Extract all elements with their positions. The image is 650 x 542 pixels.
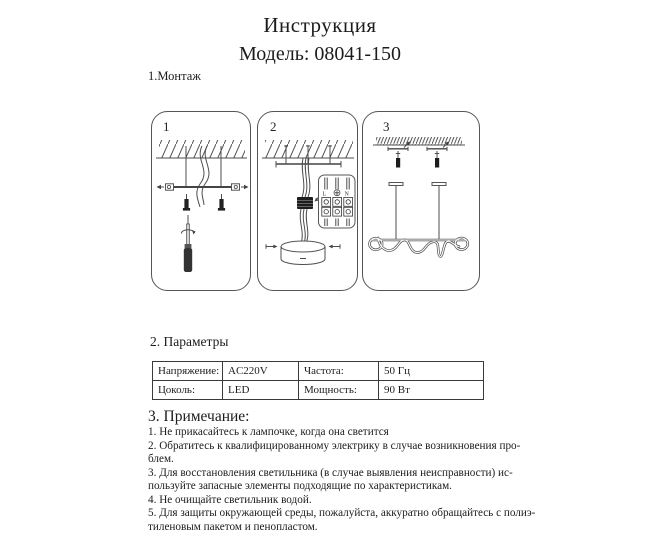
note-line: 5. Для защиты окружающей среды, пожалуйста, аккуратно обращайтесь с полиэ- <box>148 507 536 520</box>
earth-symbol <box>334 190 340 196</box>
terminal-detail-inset <box>319 175 356 228</box>
note-line: 3. Для восстановления светильника (в случае выявления неисправности) ис- <box>148 466 513 479</box>
model-line: Модель: 08041-150 <box>238 43 402 65</box>
step2-number: 2 <box>270 119 277 134</box>
table-row <box>153 362 484 381</box>
note-line: 2. Обратитесь к квалифицированному электрику в случае возникновения про- <box>148 439 521 452</box>
param-label: Мощность: <box>299 381 379 400</box>
note-line: пользуйте запасные элементы подходящие по характеристикам. <box>148 480 452 493</box>
diagram-step2 <box>258 112 358 291</box>
note-line: тиленовым пакетом и пенопластом. <box>148 520 318 533</box>
table-row <box>153 381 484 400</box>
notes-list <box>148 426 536 534</box>
param-value: LED <box>223 381 299 400</box>
diagram-step1 <box>152 112 251 291</box>
montage-diagrams <box>145 105 495 305</box>
param-label: Цоколь: <box>153 381 223 400</box>
note-line: блем. <box>148 453 174 466</box>
params-table <box>152 361 484 400</box>
note-line: 4. Не очищайте светильник водой. <box>148 493 312 506</box>
diagram-step3 <box>363 112 480 291</box>
ceiling-hatch <box>156 140 247 158</box>
params-heading: 2. Параметры <box>150 334 229 349</box>
page-title: Инструкция <box>263 13 377 37</box>
note-line: 1. Не прикасайтесь к лампочке, когда она светится <box>148 426 389 438</box>
terminal-label-live: L <box>322 191 327 198</box>
param-value: 90 Вт <box>379 381 484 400</box>
param-label: Частота: <box>299 362 379 381</box>
step3-number: 3 <box>383 119 390 134</box>
ceiling-hatch <box>373 137 465 145</box>
notes-heading: 3. Примечание: <box>148 408 250 425</box>
param-value: AC220V <box>223 362 299 381</box>
step1-number: 1 <box>163 119 170 134</box>
param-value: 50 Гц <box>379 362 484 381</box>
param-label: Напряжение: <box>153 362 223 381</box>
terminal-label-neutral: N <box>344 191 349 198</box>
montage-heading: 1.Монтаж <box>148 69 201 83</box>
